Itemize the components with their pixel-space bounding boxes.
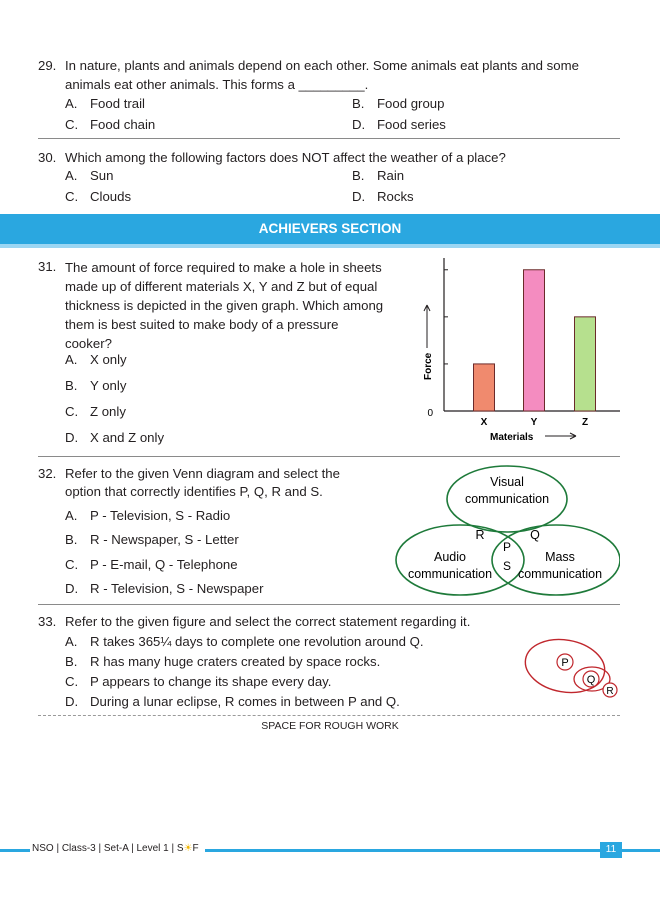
option-text[interactable]: Food group	[377, 96, 445, 111]
option-text[interactable]: Rain	[377, 168, 405, 183]
option-text[interactable]: X and Z only	[90, 430, 165, 445]
venn-label: communication	[407, 567, 493, 581]
option-label: C.	[65, 674, 79, 689]
option-label: C.	[65, 557, 79, 572]
question-text-line: The amount of force required to make a hole in sheets	[65, 260, 382, 275]
option-text[interactable]: Rocks	[377, 189, 414, 204]
option-label: B.	[352, 168, 365, 183]
footer-rule-right	[205, 849, 600, 852]
venn-region-p: P	[502, 540, 512, 554]
option-text[interactable]: Clouds	[90, 189, 132, 204]
option-label: B.	[65, 654, 78, 669]
venn-label: Mass	[545, 550, 575, 564]
achievers-section-banner: ACHIEVERS SECTION	[0, 214, 660, 248]
option-label: A.	[65, 508, 78, 523]
venn-label: Audio	[434, 550, 466, 564]
question-text: In nature, plants and animals depend on each other. Some animals eat plants and some	[65, 58, 579, 73]
option-label: D.	[352, 117, 366, 132]
option-label: C.	[65, 404, 79, 419]
question-text-line: cooker?	[65, 336, 112, 351]
bar-z	[575, 317, 596, 411]
bars	[474, 270, 596, 411]
x-axis-label: Materials	[490, 432, 534, 443]
body-p-label: P	[561, 657, 569, 669]
option-text[interactable]: Z only	[90, 404, 126, 419]
y-axis-label: Force	[423, 352, 434, 380]
question-number: 32.	[38, 466, 57, 481]
option-label: D.	[65, 694, 79, 709]
origin-label: 0	[427, 408, 433, 419]
option-label: A.	[65, 634, 78, 649]
option-text[interactable]: Food trail	[90, 96, 145, 111]
question-number: 33.	[38, 614, 57, 629]
option-text[interactable]: R - Newspaper, S - Letter	[90, 532, 239, 547]
question-text: Refer to the given Venn diagram and select the	[65, 466, 340, 481]
option-text[interactable]: Food chain	[90, 117, 156, 132]
question-text-line: thickness is depicted in the given graph. Which among	[65, 298, 384, 313]
option-label: C.	[65, 117, 79, 132]
option-label: B.	[65, 532, 78, 547]
venn-label: communication	[517, 567, 603, 581]
option-text[interactable]: Sun	[90, 168, 114, 183]
option-text[interactable]: R takes 365¼ days to complete one revolution around Q.	[90, 634, 424, 649]
orbit-figure	[510, 636, 625, 704]
question-text: option that correctly identifies P, Q, R and S.	[65, 484, 323, 499]
divider	[38, 456, 620, 457]
option-label: D.	[352, 189, 366, 204]
rough-work-divider	[38, 715, 620, 716]
x-tick-label-y: Y	[530, 417, 538, 428]
question-number: 29.	[38, 58, 57, 73]
footer-label: NSO | Class-3 | Set-A | Level 1 | S	[32, 843, 184, 854]
option-text[interactable]: P - Television, S - Radio	[90, 508, 231, 523]
footer-text	[30, 843, 201, 854]
force-bar-chart	[400, 250, 630, 450]
option-text[interactable]: During a lunar eclipse, R comes in between P and Q.	[90, 694, 400, 709]
page-number: 11	[600, 842, 622, 858]
x-tick-labels	[481, 417, 588, 428]
option-text[interactable]: Y only	[90, 378, 127, 393]
venn-diagram	[390, 462, 620, 600]
divider	[38, 604, 620, 605]
option-text[interactable]: R - Television, S - Newspaper	[90, 581, 264, 596]
bar-x	[474, 364, 495, 411]
question-text: animals eat other animals. This forms a _________.	[65, 77, 369, 92]
option-text[interactable]: Food series	[377, 117, 446, 132]
option-label: B.	[65, 378, 78, 393]
venn-label: Visual	[490, 475, 524, 489]
option-label: C.	[65, 189, 79, 204]
footer-logo-tail: F	[192, 843, 199, 854]
rough-work-label: SPACE FOR ROUGH WORK	[261, 720, 399, 732]
question-number: 31.	[38, 259, 57, 274]
y-ticks	[444, 270, 448, 364]
venn-label: communication	[464, 492, 550, 506]
question-text-line: them is best suited to make body of a pressure	[65, 317, 339, 332]
footer-rule-left	[0, 849, 30, 852]
bar-y	[524, 270, 545, 411]
question-text-line: made up of different materials X, Y and Z but of equal	[65, 279, 378, 294]
option-label: A.	[65, 352, 78, 367]
option-text[interactable]: R has many huge craters created by space rocks.	[90, 654, 381, 669]
divider	[38, 138, 620, 139]
question-31-text	[65, 258, 393, 353]
body-q-label: Q	[586, 674, 596, 686]
question-number: 30.	[38, 150, 57, 165]
option-label: D.	[65, 430, 79, 445]
venn-region-q: Q	[530, 528, 540, 542]
option-text[interactable]: P - E-mail, Q - Telephone	[90, 557, 238, 572]
option-text[interactable]: P appears to change its shape every day.	[90, 674, 332, 689]
option-label: B.	[352, 96, 365, 111]
sun-icon: ☀	[183, 843, 193, 854]
x-tick-label-z: Z	[581, 417, 589, 428]
venn-region-s: S	[502, 559, 512, 573]
option-label: D.	[65, 581, 79, 596]
body-r-label: R	[606, 686, 614, 697]
venn-region-r: R	[475, 528, 485, 542]
question-text: Which among the following factors does NOT affect the weather of a place?	[65, 150, 506, 165]
footer-rule-end	[622, 849, 660, 852]
option-text[interactable]: X only	[90, 352, 127, 367]
option-label: A.	[65, 96, 78, 111]
x-tick-label-x: X	[480, 417, 488, 428]
option-label: A.	[65, 168, 78, 183]
question-text: Refer to the given figure and select the correct statement regarding it.	[65, 614, 471, 629]
